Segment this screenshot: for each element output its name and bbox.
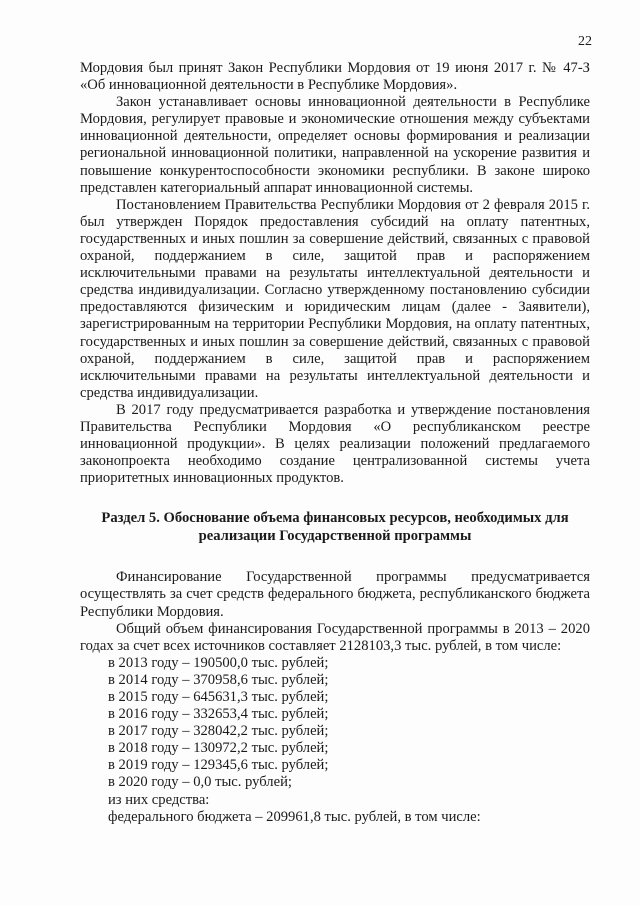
financing-list: [80, 655, 590, 826]
list-item: в 2014 году – 370958,6 тыс. рублей;: [108, 671, 329, 688]
paragraph: Закон устанавливает основы инновационной деятельности в Республике Мордовия, регулирует правовые и экономические отношения между субъектами инновационной деятельности, определяет основы формирования и реализации региональной инновационной политики, направленной на ускорение развития и повышение конкурентоспособности экономики республики. В законе широко представлен категориальный аппарат инновационной системы.: [80, 94, 590, 196]
list-item: в 2019 году – 129345,6 тыс. рублей;: [108, 757, 329, 774]
document-body: [80, 60, 590, 826]
section-heading-line-2: реализации Государственной программы: [198, 528, 472, 545]
paragraph: Мордовия был принят Закон Республики Мордовия от 19 июня 2017 г. № 47-З «Об инновационной деятельности в Республике Мордовия».: [80, 60, 590, 94]
bottom-paragraphs: [80, 569, 590, 654]
list-item: в 2015 году – 645631,3 тыс. рублей;: [108, 689, 329, 705]
paragraph: В 2017 году предусматривается разработка и утверждение постановления Правительства Республики Мордовия «О республиканском реестре инновационной продукции». В целях реализации положений предлагаемого законопроекта необходимо создание централизованной системы учета приоритетных инновационных продуктов.: [80, 401, 590, 487]
paragraph: Постановлением Правительства Республики Мордовия от 2 февраля 2015 г. был утвержден Порядок предоставления субсидий на оплату патентных, государственных и иных пошлин за совершение действий, связанных с правовой охраной, поддержанием в силе, защитой прав и распоряжением исключительными правами на результаты интеллектуальной деятельности и средства индивидуализации. Согласно утвержденному постановлению субсидии предоставляются физическим и юридическим лицам (далее - Заявители), зарегистрированным на территории Республики Мордовия, на оплату патентных, государственных и иных пошлин за совершение действий, связанных с правовой охраной, поддержанием в силе, защитой прав и распоряжением исключительными правами на результаты интеллектуальной деятельности и средства индивидуализации.: [80, 196, 590, 401]
section-heading-line-1: Раздел 5. Обоснование объема финансовых ресурсов, необходимых для: [101, 510, 569, 527]
paragraph: Финансирование Государственной программы предусматривается осуществлять за счет средств федерального бюджета, республиканского бюджета Республики Мордовия.: [80, 569, 590, 620]
list-item: в 2016 году – 332653,4 тыс. рублей;: [108, 706, 329, 723]
paragraph: Общий объем финансирования Государственной программы в 2013 – 2020 годах за счет всех источников составляет 2128103,3 тыс. рублей, в том числе:: [80, 620, 590, 654]
list-item: федерального бюджета – 209961,8 тыс. рублей, в том числе:: [108, 808, 481, 825]
list-item: в 2020 году – 0,0 тыс. рублей;: [108, 774, 292, 791]
page-number: 22: [578, 34, 592, 49]
list-item: в 2013 году – 190500,0 тыс. рублей;: [108, 654, 329, 671]
top-paragraphs: [80, 60, 590, 487]
section-heading: [80, 509, 590, 545]
list-item: в 2017 году – 328042,2 тыс. рублей;: [108, 723, 329, 740]
list-item: из них средства:: [108, 791, 210, 808]
list-item: в 2018 году – 130972,2 тыс. рублей;: [108, 740, 329, 757]
